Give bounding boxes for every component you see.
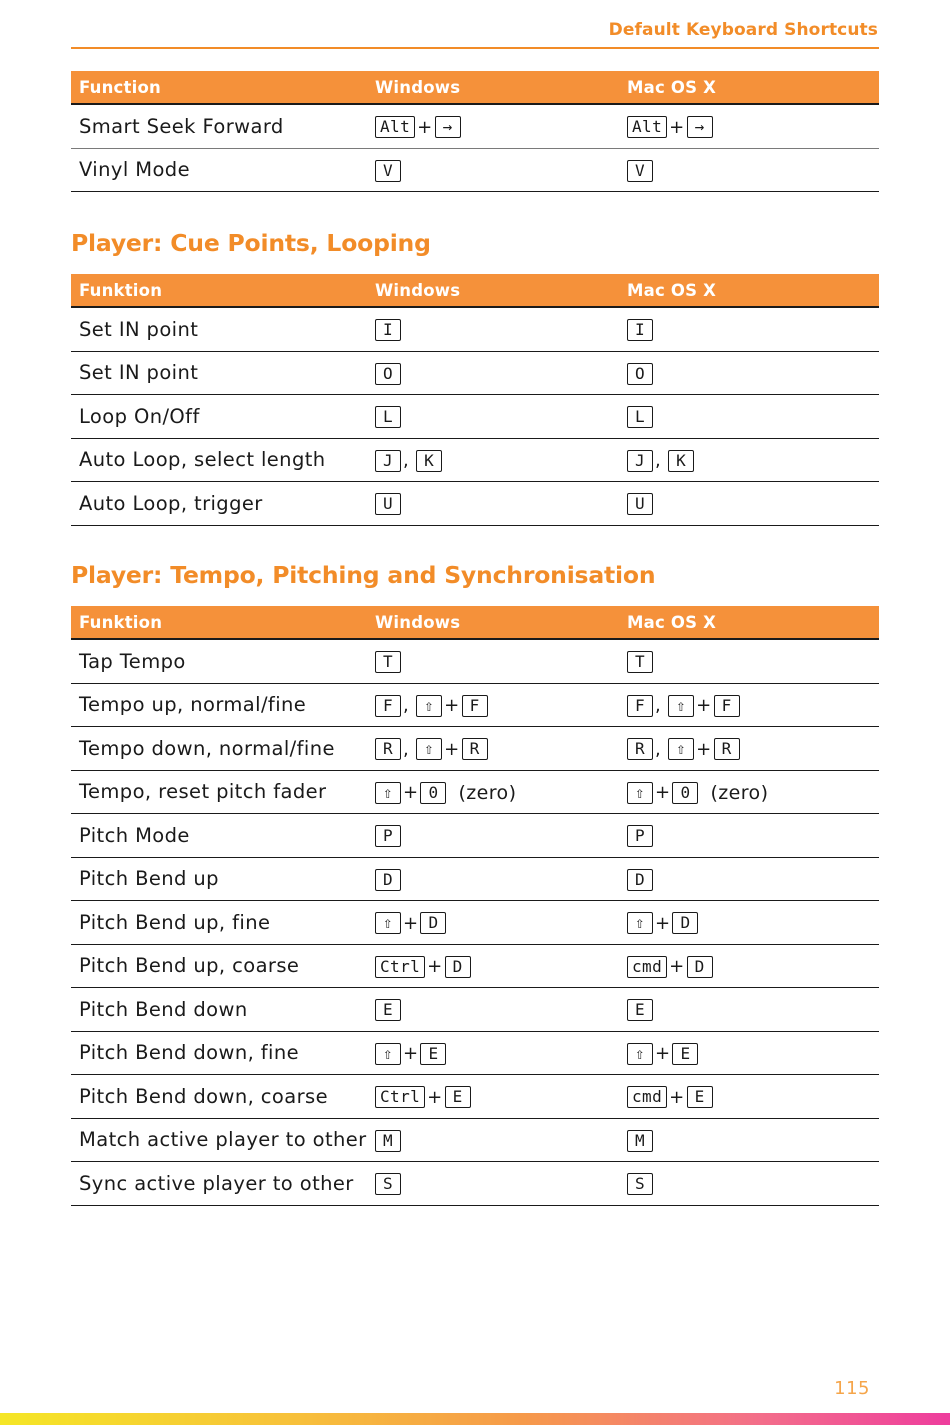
mac-shortcut-cell bbox=[618, 857, 879, 901]
windows-shortcut-cell bbox=[366, 683, 618, 727]
key-combo bbox=[627, 825, 653, 847]
key-combo bbox=[627, 651, 653, 673]
keycap: J bbox=[627, 450, 653, 472]
shift-key-icon: ⇧ bbox=[375, 782, 401, 804]
keycap: I bbox=[375, 319, 401, 341]
windows-shortcut-cell bbox=[366, 727, 618, 771]
mac-shortcut-cell bbox=[618, 1031, 879, 1075]
keycap: E bbox=[627, 999, 653, 1021]
function-cell: Auto Loop, trigger bbox=[71, 482, 366, 526]
windows-shortcut-cell bbox=[366, 857, 618, 901]
mac-shortcut-cell bbox=[618, 1162, 879, 1206]
key-combo bbox=[627, 999, 653, 1021]
mac-shortcut-cell bbox=[618, 1118, 879, 1162]
keycap: S bbox=[627, 1173, 653, 1195]
key-note: (zero) bbox=[458, 781, 517, 804]
windows-shortcut-cell bbox=[366, 1031, 618, 1075]
key-combo bbox=[375, 1043, 446, 1065]
key-combo bbox=[375, 738, 488, 760]
key-combo bbox=[627, 912, 698, 934]
windows-shortcut-cell bbox=[366, 104, 618, 148]
keycap: R bbox=[462, 738, 488, 760]
key-plus-separator: + bbox=[655, 782, 671, 804]
section-title-tempo: Player: Tempo, Pitching and Synchronisation bbox=[71, 561, 656, 589]
keycap: J bbox=[375, 450, 401, 472]
keycap: E bbox=[445, 1086, 471, 1108]
keycap: M bbox=[375, 1130, 401, 1152]
keycap: E bbox=[687, 1086, 713, 1108]
keycap: L bbox=[375, 406, 401, 428]
key-combo bbox=[627, 1086, 713, 1108]
key-combo bbox=[627, 450, 694, 472]
arrow-right-key-icon: → bbox=[435, 116, 461, 138]
table-row bbox=[71, 683, 879, 727]
key-combo bbox=[375, 782, 516, 804]
windows-shortcut-cell bbox=[366, 395, 618, 439]
table-row bbox=[71, 727, 879, 771]
mac-shortcut-cell bbox=[618, 482, 879, 526]
mac-shortcut-cell bbox=[618, 395, 879, 439]
keycap: cmd bbox=[627, 1086, 667, 1108]
key-plus-separator: + bbox=[669, 1086, 685, 1108]
keycap: R bbox=[627, 738, 653, 760]
keycap: D bbox=[445, 956, 471, 978]
table-header-row bbox=[71, 606, 879, 639]
key-combo bbox=[375, 493, 401, 515]
table-row bbox=[71, 148, 879, 192]
key-combo bbox=[627, 1130, 653, 1152]
keycap: D bbox=[687, 956, 713, 978]
key-combo bbox=[375, 999, 401, 1021]
table-row bbox=[71, 814, 879, 858]
keycap: T bbox=[627, 651, 653, 673]
key-combo bbox=[627, 869, 653, 891]
key-combo bbox=[627, 1173, 653, 1195]
key-combo bbox=[375, 160, 401, 182]
table-header-row bbox=[71, 274, 879, 307]
keycap: 0 bbox=[672, 782, 698, 804]
function-cell: Set IN point bbox=[71, 307, 366, 351]
mac-shortcut-cell bbox=[618, 814, 879, 858]
function-cell: Tap Tempo bbox=[71, 639, 366, 683]
keycap: E bbox=[420, 1043, 446, 1065]
keycap: 0 bbox=[420, 782, 446, 804]
windows-shortcut-cell bbox=[366, 901, 618, 945]
col-header-mac: Mac OS X bbox=[618, 606, 879, 639]
key-combo bbox=[627, 363, 653, 385]
function-cell: Pitch Mode bbox=[71, 814, 366, 858]
keycap: Alt bbox=[375, 116, 415, 138]
mac-shortcut-cell bbox=[618, 351, 879, 395]
key-comma-separator: , bbox=[655, 695, 662, 717]
col-header-mac: Mac OS X bbox=[618, 274, 879, 307]
key-comma-separator: , bbox=[403, 695, 410, 717]
keycap: E bbox=[672, 1043, 698, 1065]
key-note: (zero) bbox=[710, 781, 769, 804]
section-title-cue-points: Player: Cue Points, Looping bbox=[71, 229, 431, 257]
table-row bbox=[71, 307, 879, 351]
keycap: S bbox=[375, 1173, 401, 1195]
function-cell: Tempo, reset pitch fader bbox=[71, 770, 366, 814]
windows-shortcut-cell bbox=[366, 307, 618, 351]
windows-shortcut-cell bbox=[366, 944, 618, 988]
windows-shortcut-cell bbox=[366, 1118, 618, 1162]
keycap: D bbox=[672, 912, 698, 934]
keycap: R bbox=[714, 738, 740, 760]
table-row bbox=[71, 351, 879, 395]
keycap: P bbox=[375, 825, 401, 847]
keycap: L bbox=[627, 406, 653, 428]
table-row bbox=[71, 482, 879, 526]
function-cell: Loop On/Off bbox=[71, 395, 366, 439]
function-cell: Pitch Bend down bbox=[71, 988, 366, 1032]
key-combo bbox=[627, 1043, 698, 1065]
key-plus-separator: + bbox=[403, 1043, 419, 1065]
key-combo bbox=[375, 319, 401, 341]
mac-shortcut-cell bbox=[618, 901, 879, 945]
windows-shortcut-cell bbox=[366, 1162, 618, 1206]
col-header-windows: Windows bbox=[366, 606, 618, 639]
table-row bbox=[71, 639, 879, 683]
key-plus-separator: + bbox=[696, 738, 712, 760]
shortcuts-table-seek bbox=[71, 71, 879, 192]
function-cell: Pitch Bend down, coarse bbox=[71, 1075, 366, 1119]
table-row bbox=[71, 944, 879, 988]
key-plus-separator: + bbox=[444, 695, 460, 717]
key-plus-separator: + bbox=[403, 912, 419, 934]
key-plus-separator: + bbox=[669, 956, 685, 978]
shift-key-icon: ⇧ bbox=[375, 1043, 401, 1065]
windows-shortcut-cell bbox=[366, 438, 618, 482]
key-combo bbox=[375, 825, 401, 847]
windows-shortcut-cell bbox=[366, 639, 618, 683]
page-number: 115 bbox=[834, 1378, 870, 1399]
key-combo bbox=[375, 695, 488, 717]
keycap: F bbox=[627, 695, 653, 717]
key-plus-separator: + bbox=[417, 116, 433, 138]
mac-shortcut-cell bbox=[618, 307, 879, 351]
key-plus-separator: + bbox=[655, 1043, 671, 1065]
col-header-function: Funktion bbox=[71, 274, 366, 307]
table-row bbox=[71, 857, 879, 901]
key-plus-separator: + bbox=[403, 782, 419, 804]
mac-shortcut-cell bbox=[618, 944, 879, 988]
key-combo bbox=[627, 782, 768, 804]
shift-key-icon: ⇧ bbox=[416, 695, 442, 717]
shift-key-icon: ⇧ bbox=[627, 1043, 653, 1065]
key-combo bbox=[627, 493, 653, 515]
mac-shortcut-cell bbox=[618, 639, 879, 683]
key-plus-separator: + bbox=[655, 912, 671, 934]
table-header-row bbox=[71, 71, 879, 104]
key-plus-separator: + bbox=[696, 695, 712, 717]
table-row bbox=[71, 438, 879, 482]
keycap: I bbox=[627, 319, 653, 341]
function-cell: Auto Loop, select length bbox=[71, 438, 366, 482]
table-row bbox=[71, 1118, 879, 1162]
keycap: Ctrl bbox=[375, 1086, 425, 1108]
shift-key-icon: ⇧ bbox=[416, 738, 442, 760]
table-row bbox=[71, 104, 879, 148]
key-combo bbox=[627, 695, 740, 717]
table-row bbox=[71, 395, 879, 439]
mac-shortcut-cell bbox=[618, 104, 879, 148]
keycap: cmd bbox=[627, 956, 667, 978]
key-comma-separator: , bbox=[655, 738, 662, 760]
arrow-right-key-icon: → bbox=[687, 116, 713, 138]
col-header-function: Funktion bbox=[71, 606, 366, 639]
key-combo bbox=[627, 956, 713, 978]
windows-shortcut-cell bbox=[366, 148, 618, 192]
keycap: F bbox=[375, 695, 401, 717]
keycap: V bbox=[375, 160, 401, 182]
keycap: K bbox=[668, 450, 694, 472]
table-row bbox=[71, 988, 879, 1032]
keycap: M bbox=[627, 1130, 653, 1152]
mac-shortcut-cell bbox=[618, 148, 879, 192]
mac-shortcut-cell bbox=[618, 988, 879, 1032]
windows-shortcut-cell bbox=[366, 482, 618, 526]
mac-shortcut-cell bbox=[618, 438, 879, 482]
key-combo bbox=[627, 738, 740, 760]
key-combo bbox=[375, 116, 461, 138]
function-cell: Pitch Bend up, fine bbox=[71, 901, 366, 945]
windows-shortcut-cell bbox=[366, 1075, 618, 1119]
mac-shortcut-cell bbox=[618, 1075, 879, 1119]
windows-shortcut-cell bbox=[366, 351, 618, 395]
key-plus-separator: + bbox=[444, 738, 460, 760]
key-comma-separator: , bbox=[403, 450, 410, 472]
footer-gradient-bar bbox=[0, 1413, 950, 1425]
key-combo bbox=[627, 116, 713, 138]
col-header-windows: Windows bbox=[366, 71, 618, 104]
mac-shortcut-cell bbox=[618, 727, 879, 771]
function-cell: Match active player to other bbox=[71, 1118, 366, 1162]
key-combo bbox=[375, 1173, 401, 1195]
table-row bbox=[71, 901, 879, 945]
keycap: F bbox=[714, 695, 740, 717]
keycap: U bbox=[375, 493, 401, 515]
key-plus-separator: + bbox=[669, 116, 685, 138]
keycap: D bbox=[420, 912, 446, 934]
keycap: Alt bbox=[627, 116, 667, 138]
shift-key-icon: ⇧ bbox=[627, 782, 653, 804]
key-combo bbox=[375, 1130, 401, 1152]
table-row bbox=[71, 1075, 879, 1119]
key-plus-separator: + bbox=[427, 956, 443, 978]
shift-key-icon: ⇧ bbox=[668, 695, 694, 717]
function-cell: Set IN point bbox=[71, 351, 366, 395]
key-combo bbox=[375, 912, 446, 934]
key-comma-separator: , bbox=[403, 738, 410, 760]
keycap: O bbox=[627, 363, 653, 385]
keycap: O bbox=[375, 363, 401, 385]
key-combo bbox=[375, 450, 442, 472]
function-cell: Vinyl Mode bbox=[71, 148, 366, 192]
key-combo bbox=[375, 1086, 471, 1108]
shortcuts-table-tempo bbox=[71, 606, 879, 1206]
col-header-function: Function bbox=[71, 71, 366, 104]
windows-shortcut-cell bbox=[366, 814, 618, 858]
key-combo bbox=[375, 956, 471, 978]
shift-key-icon: ⇧ bbox=[627, 912, 653, 934]
keycap: F bbox=[462, 695, 488, 717]
key-combo bbox=[627, 406, 653, 428]
function-cell: Pitch Bend up bbox=[71, 857, 366, 901]
keycap: T bbox=[375, 651, 401, 673]
keycap: Ctrl bbox=[375, 956, 425, 978]
keycap: D bbox=[627, 869, 653, 891]
shift-key-icon: ⇧ bbox=[375, 912, 401, 934]
keycap: V bbox=[627, 160, 653, 182]
header-rule bbox=[71, 47, 879, 49]
table-row bbox=[71, 770, 879, 814]
windows-shortcut-cell bbox=[366, 770, 618, 814]
key-combo bbox=[375, 406, 401, 428]
table-row bbox=[71, 1031, 879, 1075]
keycap: U bbox=[627, 493, 653, 515]
table-row bbox=[71, 1162, 879, 1206]
function-cell: Tempo up, normal/fine bbox=[71, 683, 366, 727]
col-header-mac: Mac OS X bbox=[618, 71, 879, 104]
keycap: K bbox=[416, 450, 442, 472]
key-combo bbox=[627, 319, 653, 341]
function-cell: Pitch Bend up, coarse bbox=[71, 944, 366, 988]
key-comma-separator: , bbox=[655, 450, 662, 472]
function-cell: Smart Seek Forward bbox=[71, 104, 366, 148]
keycap: P bbox=[627, 825, 653, 847]
key-combo bbox=[375, 869, 401, 891]
col-header-windows: Windows bbox=[366, 274, 618, 307]
mac-shortcut-cell bbox=[618, 683, 879, 727]
running-header-title: Default Keyboard Shortcuts bbox=[608, 20, 878, 40]
key-combo bbox=[627, 160, 653, 182]
shortcuts-table-cue-points bbox=[71, 274, 879, 526]
mac-shortcut-cell bbox=[618, 770, 879, 814]
key-combo bbox=[375, 651, 401, 673]
keycap: E bbox=[375, 999, 401, 1021]
keycap: D bbox=[375, 869, 401, 891]
function-cell: Tempo down, normal/fine bbox=[71, 727, 366, 771]
key-combo bbox=[375, 363, 401, 385]
function-cell: Pitch Bend down, fine bbox=[71, 1031, 366, 1075]
keycap: R bbox=[375, 738, 401, 760]
shift-key-icon: ⇧ bbox=[668, 738, 694, 760]
function-cell: Sync active player to other bbox=[71, 1162, 366, 1206]
key-plus-separator: + bbox=[427, 1086, 443, 1108]
windows-shortcut-cell bbox=[366, 988, 618, 1032]
